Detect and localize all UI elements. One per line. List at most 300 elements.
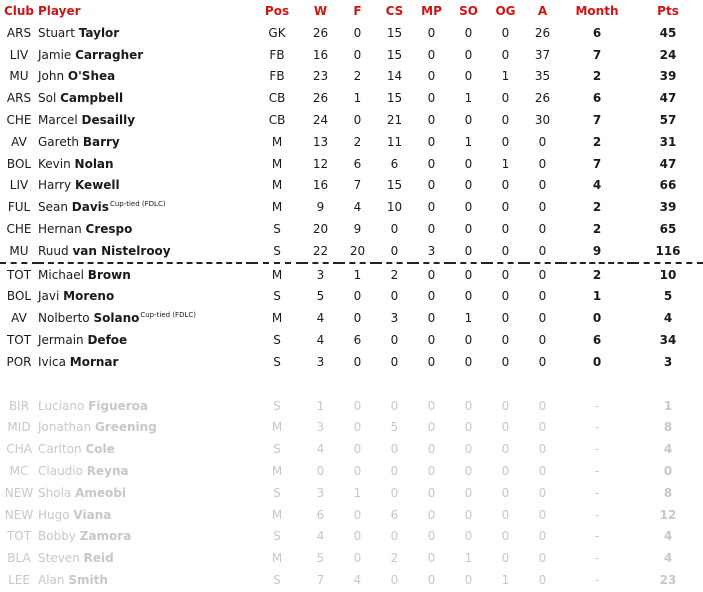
mp-cell: 0 (427, 134, 436, 149)
so-cell: 0 (464, 178, 473, 193)
surname: Ameobi (75, 485, 126, 500)
f-column-header: F (353, 4, 362, 18)
player-name-cell (38, 175, 252, 197)
cs-cell: 0 (390, 354, 399, 369)
club-cell: MC (9, 464, 29, 479)
first-name: Kevin (38, 156, 71, 171)
player-column-header: Player (38, 4, 81, 18)
f-cell: 0 (353, 354, 362, 369)
og-column-header: OG (495, 4, 516, 18)
cup-tied-note: Cup-tied (FDLC) (140, 311, 196, 320)
section-spacer (0, 373, 703, 395)
player-name-cell (38, 66, 252, 88)
pts-cell: 39 (659, 200, 677, 215)
f-cell: 0 (353, 113, 362, 128)
player-row (0, 460, 703, 482)
surname: Cole (85, 442, 115, 457)
pos-cell: M (271, 311, 283, 326)
pts-cell: 66 (659, 178, 677, 193)
mp-cell: 0 (427, 573, 436, 588)
month-cell: 1 (592, 289, 602, 304)
player-row (0, 307, 703, 329)
mp-cell: 0 (427, 91, 436, 106)
club-column-header: Club (3, 4, 35, 18)
player-row (0, 44, 703, 66)
f-cell: 0 (353, 25, 362, 40)
og-cell: 0 (501, 178, 510, 193)
club-cell: MU (9, 69, 29, 84)
club-cell: BLA (7, 551, 31, 566)
og-cell: 1 (501, 156, 510, 171)
f-cell: 20 (349, 243, 366, 258)
f-cell: 1 (339, 263, 376, 286)
so-cell: 0 (464, 573, 473, 588)
month-cell: 2 (561, 263, 633, 286)
w-cell: 22 (312, 243, 329, 258)
w-cell: 16 (312, 178, 329, 193)
w-cell: 9 (316, 200, 325, 215)
a-cell: 0 (538, 551, 547, 566)
pos-cell: S (273, 485, 281, 500)
og-cell: 1 (501, 573, 510, 588)
cs-cell: 0 (390, 289, 399, 304)
og-cell: 0 (501, 398, 510, 413)
month-cell: - (594, 551, 600, 566)
first-name: Michael (38, 267, 84, 282)
mp-cell: 3 (427, 243, 436, 258)
pts-cell: 4 (663, 551, 673, 566)
player-row (0, 66, 703, 88)
a-cell: 0 (538, 156, 547, 171)
cs-cell: 0 (390, 222, 399, 237)
surname: Moreno (63, 289, 115, 304)
w-cell: 6 (316, 507, 325, 522)
mp-cell: 0 (427, 200, 436, 215)
w-cell: 4 (316, 311, 325, 326)
cup-tied-note: Cup-tied (FDLC) (109, 200, 166, 209)
surname: Campbell (60, 91, 124, 106)
first-name: Bobby (38, 529, 76, 544)
pts-cell: 10 (633, 263, 703, 286)
a-cell: 0 (538, 354, 547, 369)
cs-cell: 14 (386, 69, 403, 84)
og-cell: 0 (501, 47, 510, 62)
so-cell: 0 (464, 464, 473, 479)
player-row (0, 218, 703, 240)
pos-cell: S (273, 289, 281, 304)
player-name-cell (38, 263, 252, 286)
mp-cell: 0 (427, 398, 436, 413)
club-cell: MID (7, 420, 31, 435)
mp-cell: 0 (427, 69, 436, 84)
f-cell: 6 (353, 333, 362, 348)
so-cell: 0 (464, 442, 473, 457)
og-cell: 0 (501, 333, 510, 348)
club-cell: ARS (6, 25, 32, 40)
player-row (0, 395, 703, 417)
player-row (0, 329, 703, 351)
player-name-cell (38, 87, 252, 109)
og-cell: 0 (501, 354, 510, 369)
player-name-cell (38, 286, 252, 308)
so-cell: 0 (464, 529, 473, 544)
cs-cell: 0 (390, 573, 399, 588)
pos-cell: M (271, 134, 283, 149)
club-cell: AV (11, 311, 27, 326)
og-cell: 0 (501, 113, 510, 128)
mp-cell: 0 (427, 156, 436, 171)
w-column-header: W (313, 4, 328, 18)
first-name: Steven (38, 551, 80, 566)
w-cell: 23 (312, 69, 329, 84)
surname: Zamora (79, 529, 132, 544)
month-cell: 6 (592, 25, 602, 40)
a-column-header: A (537, 4, 548, 18)
mp-cell: 0 (427, 47, 436, 62)
pos-cell: M (271, 156, 283, 171)
club-cell: POR (6, 354, 32, 369)
a-cell: 0 (538, 222, 547, 237)
mp-cell: 0 (427, 333, 436, 348)
surname: Davis (71, 200, 109, 215)
so-cell: 0 (450, 263, 487, 286)
month-cell: - (594, 398, 600, 413)
so-cell: 1 (464, 551, 473, 566)
so-cell: 0 (464, 507, 473, 522)
club-cell: LIV (9, 178, 29, 193)
player-name-cell (38, 504, 252, 526)
month-cell: 7 (592, 47, 602, 62)
a-cell: 26 (534, 91, 551, 106)
club-cell: AV (11, 134, 27, 149)
surname: Crespo (85, 222, 133, 237)
first-name: Claudio (38, 464, 83, 479)
a-cell: 0 (538, 507, 547, 522)
pos-cell: M (271, 551, 283, 566)
surname: Defoe (87, 333, 128, 348)
first-name: Shola (38, 485, 72, 500)
mp-cell: 0 (427, 178, 436, 193)
w-cell: 4 (316, 529, 325, 544)
player-row (0, 526, 703, 548)
so-column-header: SO (459, 4, 478, 18)
cs-cell: 2 (390, 551, 399, 566)
mp-cell: 0 (427, 529, 436, 544)
cs-cell: 0 (390, 485, 399, 500)
f-cell: 0 (353, 507, 362, 522)
w-cell: 3 (316, 420, 325, 435)
pts-cell: 8 (663, 485, 673, 500)
f-cell: 0 (353, 47, 362, 62)
pos-cell: S (273, 354, 281, 369)
cs-cell: 3 (390, 311, 399, 326)
w-cell: 16 (312, 47, 329, 62)
f-cell: 6 (353, 156, 362, 171)
so-cell: 0 (464, 485, 473, 500)
f-cell: 0 (353, 529, 362, 544)
surname: Barry (82, 134, 120, 149)
month-cell: 2 (592, 69, 602, 84)
f-cell: 9 (353, 222, 362, 237)
cs-cell: 0 (390, 464, 399, 479)
mp-cell: 0 (427, 354, 436, 369)
player-row (0, 131, 703, 153)
first-name: Sol (38, 91, 57, 106)
pos-cell: GK (268, 25, 286, 40)
cs-cell: 6 (390, 507, 399, 522)
first-name: Jamie (38, 47, 72, 62)
surname: van Nistelrooy (72, 243, 171, 258)
cs-cell: 0 (390, 243, 399, 258)
og-cell: 0 (501, 551, 510, 566)
cs-cell: 15 (386, 178, 403, 193)
a-cell: 0 (538, 200, 547, 215)
f-cell: 0 (353, 442, 362, 457)
mp-cell: 0 (413, 263, 450, 286)
og-cell: 0 (501, 25, 510, 40)
player-row (0, 417, 703, 439)
cs-cell: 0 (390, 333, 399, 348)
club-cell: TOT (6, 529, 32, 544)
month-cell: 0 (592, 311, 602, 326)
a-cell: 0 (538, 573, 547, 588)
reserves-section (0, 395, 703, 591)
player-row (0, 22, 703, 44)
so-cell: 0 (464, 113, 473, 128)
player-name-cell (38, 22, 252, 44)
so-cell: 0 (464, 25, 473, 40)
player-row (0, 240, 703, 263)
player-name-cell (38, 526, 252, 548)
so-cell: 1 (464, 134, 473, 149)
surname: Solano (93, 311, 140, 326)
a-cell: 0 (538, 464, 547, 479)
pts-cell: 45 (659, 25, 677, 40)
f-cell: 0 (353, 311, 362, 326)
surname: Kewell (74, 178, 120, 193)
player-name-cell (38, 218, 252, 240)
pts-cell: 31 (659, 134, 677, 149)
a-cell: 0 (538, 398, 547, 413)
f-cell: 4 (353, 200, 362, 215)
og-cell: 1 (501, 69, 510, 84)
pos-cell: CB (268, 91, 286, 106)
player-name-cell (38, 109, 252, 131)
player-name-cell (38, 351, 252, 373)
player-row (0, 196, 703, 218)
club-cell: NEW (4, 485, 34, 500)
pts-cell: 4 (663, 529, 673, 544)
month-cell: - (594, 507, 600, 522)
pos-cell: S (273, 573, 281, 588)
og-cell: 0 (501, 200, 510, 215)
club-cell: BOL (6, 289, 32, 304)
so-cell: 0 (464, 398, 473, 413)
first-name: Jermain (38, 333, 84, 348)
player-row (0, 153, 703, 175)
surname: Desailly (81, 113, 136, 128)
player-row (0, 351, 703, 373)
og-cell: 0 (501, 91, 510, 106)
pts-cell: 116 (655, 243, 681, 258)
pts-cell: 1 (663, 398, 673, 413)
first-name: Gareth (38, 134, 80, 149)
og-cell: 0 (501, 289, 510, 304)
cs-column-header: CS (385, 4, 404, 18)
w-cell: 0 (316, 464, 325, 479)
pos-cell: FB (269, 47, 285, 62)
pos-cell: M (271, 178, 283, 193)
player-name-cell (38, 438, 252, 460)
player-row (0, 175, 703, 197)
pts-cell: 4 (663, 311, 673, 326)
club-cell: TOT (6, 333, 32, 348)
mp-cell: 0 (427, 25, 436, 40)
first-name: Alan (38, 573, 65, 588)
pts-cell: 34 (659, 333, 677, 348)
pos-cell: M (271, 464, 283, 479)
so-cell: 1 (464, 91, 473, 106)
first-name: Ruud (38, 243, 69, 258)
player-name-cell (38, 460, 252, 482)
month-cell: - (594, 529, 600, 544)
player-name-cell (38, 417, 252, 439)
f-cell: 0 (353, 420, 362, 435)
w-cell: 12 (312, 156, 329, 171)
player-row (0, 547, 703, 569)
player-row (0, 109, 703, 131)
f-cell: 2 (353, 69, 362, 84)
surname: Reyna (86, 464, 129, 479)
month-cell: 2 (592, 134, 602, 149)
pos-column-header: Pos (264, 4, 290, 18)
surname: Carragher (75, 47, 144, 62)
month-cell: 7 (592, 156, 602, 171)
pos-cell: FB (269, 69, 285, 84)
cs-cell: 15 (386, 91, 403, 106)
cs-cell: 0 (390, 442, 399, 457)
first-name: Stuart (38, 25, 75, 40)
first-name: Luciano (38, 398, 85, 413)
a-cell: 0 (538, 134, 547, 149)
pos-cell: M (271, 507, 283, 522)
pts-cell: 47 (659, 156, 677, 171)
cs-cell: 15 (386, 47, 403, 62)
cs-cell: 0 (390, 529, 399, 544)
a-cell: 0 (538, 333, 547, 348)
w-cell: 5 (316, 289, 325, 304)
pts-cell: 65 (659, 222, 677, 237)
first-name: Sean (38, 200, 68, 215)
pos-cell: CB (268, 113, 286, 128)
first-name: John (38, 69, 65, 84)
cs-cell: 21 (386, 113, 403, 128)
mp-cell: 0 (427, 311, 436, 326)
player-name-cell (38, 153, 252, 175)
pos-cell: M (271, 420, 283, 435)
month-cell: 9 (592, 243, 602, 258)
surname: Smith (68, 573, 108, 588)
so-cell: 0 (464, 243, 473, 258)
cs-cell: 15 (386, 25, 403, 40)
pts-cell: 5 (663, 289, 673, 304)
og-cell: 0 (501, 507, 510, 522)
pts-column-header: Pts (657, 4, 679, 18)
pos-cell: S (273, 222, 281, 237)
first-name: Nolberto (38, 311, 90, 326)
mp-cell: 0 (427, 507, 436, 522)
pts-cell: 24 (659, 47, 677, 62)
pos-cell: M (271, 200, 283, 215)
mp-cell: 0 (427, 442, 436, 457)
first-name: Jonathan (38, 420, 92, 435)
player-name-cell (38, 131, 252, 153)
so-cell: 0 (464, 289, 473, 304)
mp-cell: 0 (427, 420, 436, 435)
first-name: Carlton (38, 442, 82, 457)
mp-cell: 0 (427, 485, 436, 500)
og-cell: 0 (501, 529, 510, 544)
surname: Mornar (69, 354, 119, 369)
so-cell: 0 (464, 47, 473, 62)
cs-cell: 2 (376, 263, 413, 286)
surname: Greening (94, 420, 157, 435)
player-name-cell (38, 329, 252, 351)
first-name: Ivica (38, 354, 66, 369)
pts-cell: 23 (659, 573, 677, 588)
player-name-cell (38, 307, 252, 329)
f-cell: 0 (353, 551, 362, 566)
w-cell: 4 (316, 333, 325, 348)
club-cell: BOL (6, 156, 32, 171)
month-cell: - (594, 573, 600, 588)
month-cell: 0 (592, 354, 602, 369)
og-cell: 0 (487, 263, 524, 286)
mp-cell: 0 (427, 222, 436, 237)
month-cell: 2 (592, 222, 602, 237)
player-name-cell (38, 196, 252, 218)
surname: Taylor (78, 25, 120, 40)
month-cell: - (594, 464, 600, 479)
month-cell: - (594, 420, 600, 435)
month-cell: - (594, 485, 600, 500)
month-column-header: Month (575, 4, 619, 18)
surname: Figueroa (88, 398, 148, 413)
pos-cell: S (273, 398, 281, 413)
so-cell: 0 (464, 333, 473, 348)
player-row (0, 263, 703, 286)
cs-cell: 6 (390, 156, 399, 171)
og-cell: 0 (501, 243, 510, 258)
so-cell: 0 (464, 200, 473, 215)
pos-cell: S (273, 333, 281, 348)
a-cell: 37 (534, 47, 551, 62)
club-cell: FUL (7, 200, 31, 215)
a-cell: 0 (538, 420, 547, 435)
og-cell: 0 (501, 311, 510, 326)
club-cell: BIR (8, 398, 30, 413)
mp-cell: 0 (427, 113, 436, 128)
pts-cell: 39 (659, 69, 677, 84)
og-cell: 0 (501, 222, 510, 237)
surname: Reid (83, 551, 114, 566)
w-cell: 1 (316, 398, 325, 413)
player-name-cell (38, 482, 252, 504)
f-cell: 2 (353, 134, 362, 149)
squad-section (0, 22, 703, 263)
cs-cell: 10 (386, 200, 403, 215)
cs-cell: 5 (390, 420, 399, 435)
